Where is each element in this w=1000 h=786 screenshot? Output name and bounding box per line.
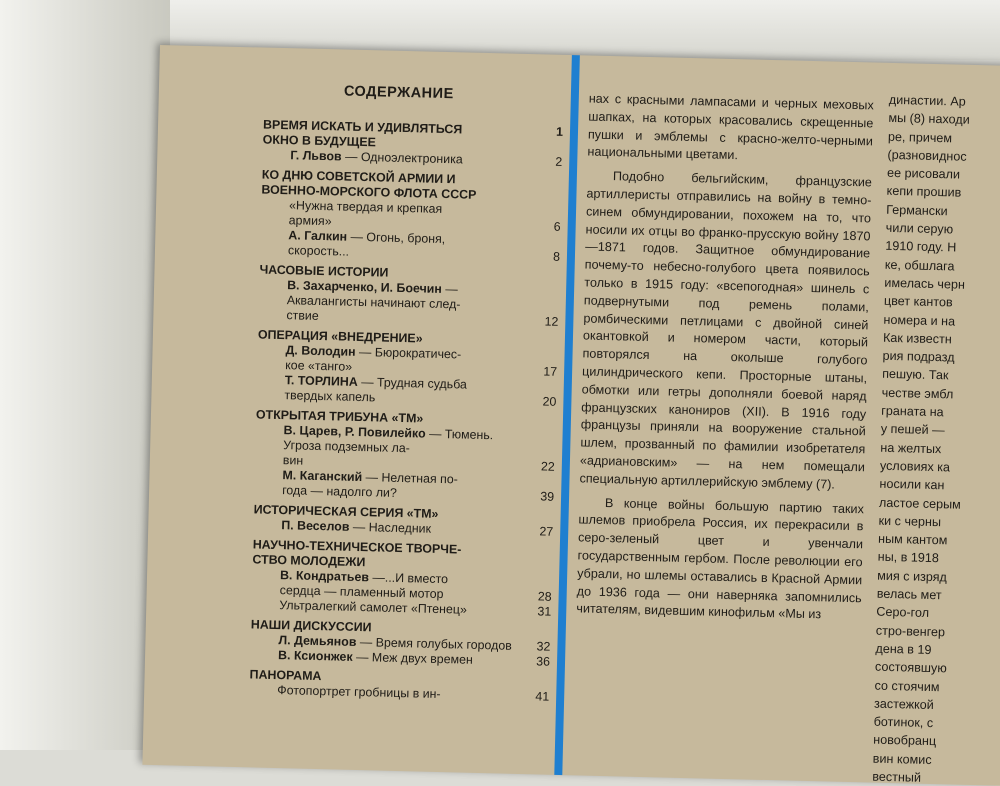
toc-text: Ультралегкий самолет «Птенец» [279,598,468,617]
toc-page-number: 20 [542,394,557,409]
edge-line: мы (8) находи [888,111,970,128]
toc-text: — Бюрократичес- [355,344,462,362]
toc-title: СОДЕРЖАНИЕ [343,83,454,103]
toc-text: кое «танго» [285,358,353,374]
edge-line: состоявшую [874,659,947,676]
edge-line: номера и на [883,312,956,329]
edge-line: мия с изряд [877,568,948,585]
toc-text: ОКНО В БУДУЩЕЕ [262,132,376,150]
toc-page-number: 22 [540,459,555,474]
toc-text: армия» [288,213,332,229]
toc-author: Д. Володин [285,343,356,359]
edge-line: рия подразд [882,348,955,365]
toc-author: В. Ксионжек [277,648,353,664]
cropped-right-column [872,91,1000,786]
toc-page-number: 12 [544,314,559,329]
toc-text: НАУЧНО-ТЕХНИЧЕСКОЕ ТВОРЧЕ- [252,537,462,557]
toc-text: СТВО МОЛОДЕЖИ [252,552,366,570]
toc-text: года — надолго ли? [281,483,398,500]
edge-line: вестный [872,769,922,785]
toc-page-number: 27 [539,524,554,539]
edge-line: ботинок, с [873,714,934,731]
edge-line: носили кан [879,476,945,493]
toc-page-number: 41 [535,689,550,704]
toc-text: — Наследник [349,519,432,536]
toc-text: ОТКРЫТАЯ ТРИБУНА «ТМ» [255,407,424,426]
edge-line: у пешей — [880,422,945,438]
edge-line: 1910 году. Н [885,239,957,255]
toc-text: ствие [286,308,319,323]
toc-text: — [441,281,458,297]
toc-page-number: 39 [540,489,555,504]
toc-page-number: 2 [555,154,563,169]
toc-text: Фотопортрет гробницы в ин- [277,683,441,702]
toc-text: —...И вместо [368,570,449,587]
toc-author: А. Галкин [288,228,348,244]
toc-text: ПАНОРАМА [249,667,322,684]
toc-page-number: 32 [536,639,551,654]
toc-text: ЧАСОВЫЕ ИСТОРИИ [259,262,389,280]
edge-line: на желтых [880,440,942,456]
toc-author: Т. ТОРЛИНА [284,373,358,389]
edge-line: вин комис [872,751,932,767]
toc-text: ВРЕМЯ ИСКАТЬ И УДИВЛЯТЬСЯ [262,117,463,137]
edge-line: Серо-гол [876,604,930,621]
edge-line: ре, причем [887,129,953,145]
toc-text: ИСТОРИЧЕСКАЯ СЕРИЯ «ТМ» [253,502,439,521]
toc-author: Л. Демьянов [278,633,357,649]
edge-line: ластое серым [878,495,962,512]
edge-line: новобранц [873,733,937,749]
toc-text: твердых капель [284,388,376,405]
toc-page-number: 8 [552,249,561,264]
edge-line: Как известн [882,330,952,347]
edge-line: чили серую [885,220,954,237]
magazine-page [142,45,1000,786]
toc-text: НАШИ ДИСКУССИИ [250,617,372,635]
toc-page-number: 17 [543,364,558,379]
edge-line: династии. Ар [888,92,966,109]
article-paragraph: нах с красными лампасами и черных меховых шапках, на которых красовались скрещенные пушки и эмблемы с красно-желто-черными национальными цветами. [587,91,874,163]
edge-line: Германски [886,202,948,219]
edge-line: ке, обшлага [884,257,955,274]
toc-page-number: 6 [553,219,561,234]
toc-page-number: 28 [537,589,552,604]
toc-author: Г. Львов [290,148,342,164]
edge-line: честве эмбл [881,385,954,402]
toc-page-number: 31 [537,604,552,619]
article-column [576,90,874,631]
edge-line: имелась черн [884,275,966,292]
edge-line: кепи прошив [886,184,962,201]
toc-text: — Трудная судьба [357,374,468,392]
edge-line: со стоячим [874,678,940,694]
toc-author: В. Захарченко, И. Боечин [286,278,443,296]
toc-text: скорость... [287,243,350,259]
toc-page-number: 1 [555,124,564,139]
toc-text: — Одноэлектроника [341,149,463,167]
toc-text: — Нелетная по- [362,470,459,487]
toc-author: В. Кондратьев [279,568,370,585]
toc-author: М. Каганский [282,468,363,485]
edge-line: дена в 19 [875,641,932,657]
toc-text: — Время голубых городов [356,634,512,653]
toc-text: вин [282,453,304,468]
toc-page-number: 36 [536,654,551,669]
toc-text: ВОЕННО-МОРСКОГО ФЛОТА СССР [261,182,477,202]
article-paragraph: В конце войны большую партию таких шлемов приобрела Россия, их перекрасили в серо-зеленый цвет и увенчали государственным гербом. После революции его убрали, но шлемы оставались в Красной Армии до 1936 года — они наверняка запомнились читателям, видевшим кинофильм «Мы из [576,495,865,622]
toc-text: — Меж двух времен [352,649,473,667]
edge-line: пешую. Так [882,367,949,383]
edge-line: граната на [881,403,944,420]
edge-line: цвет кантов [883,294,953,310]
edge-line: (разновиднос [887,147,967,164]
toc-author: В. Царев, Р. Повилейко [283,423,426,441]
edge-line: ки с черны [878,513,942,530]
table-of-contents [249,83,564,705]
toc-text: — Тюмень. Угроза подземных ла- [283,426,494,456]
toc-text: КО ДНЮ СОВЕТСКОЙ АРМИИ И [261,167,456,187]
edge-line: застежкой [873,696,934,712]
toc-text: — Огонь, броня, [346,229,446,247]
edge-line: велась мет [876,586,942,603]
article-paragraph: Подобно бельгийским, французские артиллеристы отправились на войну в темно-синем обмундировании, похожем на то, что носили их отцы во франко-прусскую войну 1870—1871 годов. Защитное обмундирование почему-то небесно-голубого цвета появилось только в 1915 году: «всепогодная» шинель с подвернутыми под ремень полами, ромбическими петлицами с двойной синей окантовкой и номером части, который повторялся на околыше голубого цилиндрического кепи. Просторные штаны, обмотки или гетры дополняли боевой наряд французских канониров (XII). В 1916 году французы приняли на вооружение стальной шлем, прозванный по фамилии изобретателя «адриановским» — на нем помещали специальную артиллерийскую эмблему (7). [579,169,873,492]
edge-line: ны, в 1918 [877,550,940,566]
toc-author: П. Веселов [281,518,350,534]
edge-line: ным кантом [877,531,948,548]
toc-text: сердца — пламенный мотор [279,583,444,602]
toc-list [249,118,563,705]
edge-line: стро-венгер [875,623,946,639]
edge-line: условиях ка [879,458,951,475]
toc-text: «Нужна твердая и крепкая [288,198,443,216]
toc-text: ОПЕРАЦИЯ «ВНЕДРЕНИЕ» [257,327,423,346]
toc-text: Аквалангисты начинают след- [286,293,461,312]
edge-line: ее рисовали [886,165,961,182]
